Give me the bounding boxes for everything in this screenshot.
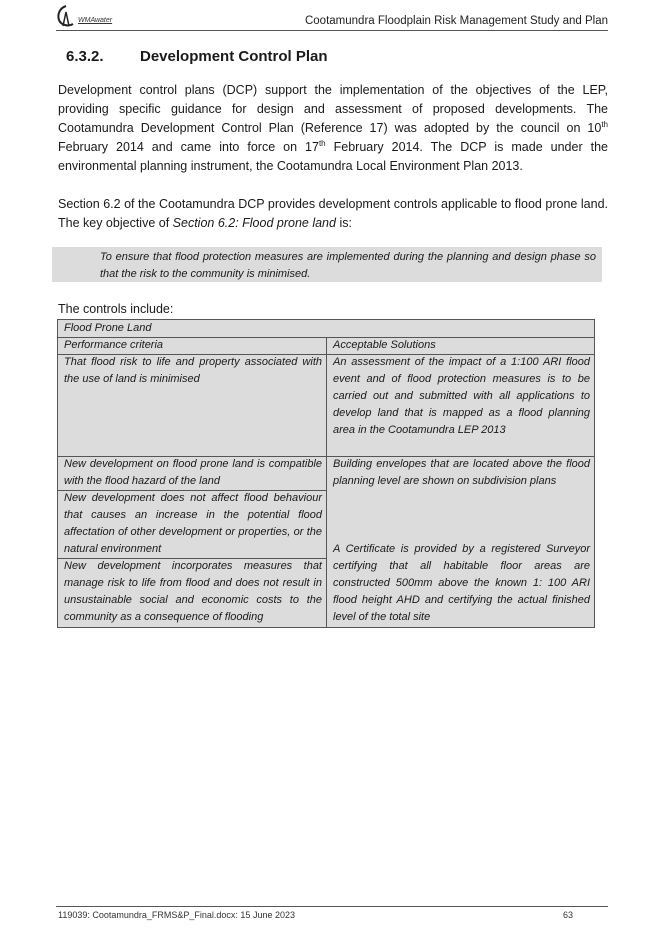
logo-text: WMAwater	[78, 17, 113, 24]
paragraph-text: February 2014. The DCP is made under the environmental planning instrument, the Cootamundra Local Environment Plan 2013.	[58, 140, 608, 173]
objective-quote	[52, 247, 602, 282]
paragraph-text: Development control plans (DCP) support the implementation of the objectives of the LEP, providing specific guidance for design and assessment of proposed developments. The Cootamundra Development Control Plan (Reference 17) was adopted by the council on 10	[58, 83, 608, 135]
criteria-cell: New development on flood prone land is compatible with the flood hazard of the land	[64, 458, 322, 487]
criteria-cell: That flood risk to life and property associated with the use of land is minimised	[64, 356, 322, 385]
paragraph-text: is:	[335, 216, 352, 230]
footer-rule	[56, 906, 608, 907]
company-logo	[56, 4, 112, 28]
superscript: th	[318, 138, 326, 148]
page-number: 63	[562, 910, 573, 920]
solution-cell: Building envelopes that are located above the flood planning level are shown on subdivision plans	[333, 458, 590, 487]
criteria-cell: New development does not affect flood behaviour that causes an increase in the potential flood affectation of other development or properties, or the natural environment	[64, 492, 322, 555]
column-header-performance: Performance criteria	[64, 339, 164, 351]
wave-logo-icon	[56, 4, 76, 28]
objective-quote-text: To ensure that flood protection measures are implemented during the planning and design phase so that the risk to the community is minimised.	[100, 251, 596, 280]
section-number: 6.3.2.	[66, 48, 104, 65]
paragraph-text: Section 6.2 of the Cootamundra DCP provides development controls applicable to flood prone land. The key objective of	[58, 197, 608, 230]
criteria-cell: New development incorporates measures that manage risk to life from flood and does not result in unsustainable social and economic costs to the community as a consequence of flooding	[64, 560, 322, 623]
table-column-divider	[326, 337, 327, 627]
document-title: Cootamundra Floodplain Risk Management Study and Plan	[304, 15, 608, 27]
controls-table	[57, 319, 595, 628]
section-heading	[66, 48, 328, 65]
section-reference: Section 6.2: Flood prone land	[172, 216, 336, 230]
controls-intro: The controls include:	[58, 302, 174, 316]
solution-cell: A Certificate is provided by a registered Surveyor certifying that all habitable floor areas are constructed 500mm above the known 1: 100 ARI flood height AHD and certifying the actual finished level of the total site	[333, 543, 590, 623]
column-header-solutions: Acceptable Solutions	[333, 339, 436, 351]
paragraph-text: February 2014 and came into force on 17	[58, 140, 319, 154]
superscript: th	[601, 119, 608, 129]
section-title: Development Control Plan	[140, 48, 328, 65]
solution-cell: An assessment of the impact of a 1:100 ARI flood event and of flood protection measures is to be carried out and submitted with all applications to develop land that is mapped as a flood planning area in the Cootamundra LEP 2013	[333, 356, 590, 436]
table-title: Flood Prone Land	[64, 322, 152, 334]
page-header	[56, 4, 608, 31]
section-6-2-paragraph	[58, 195, 608, 233]
footer-document: 119039: Cootamundra_FRMS&P_Final.docx: 15 June 2023	[58, 910, 295, 920]
dcp-intro-paragraph	[58, 81, 608, 176]
